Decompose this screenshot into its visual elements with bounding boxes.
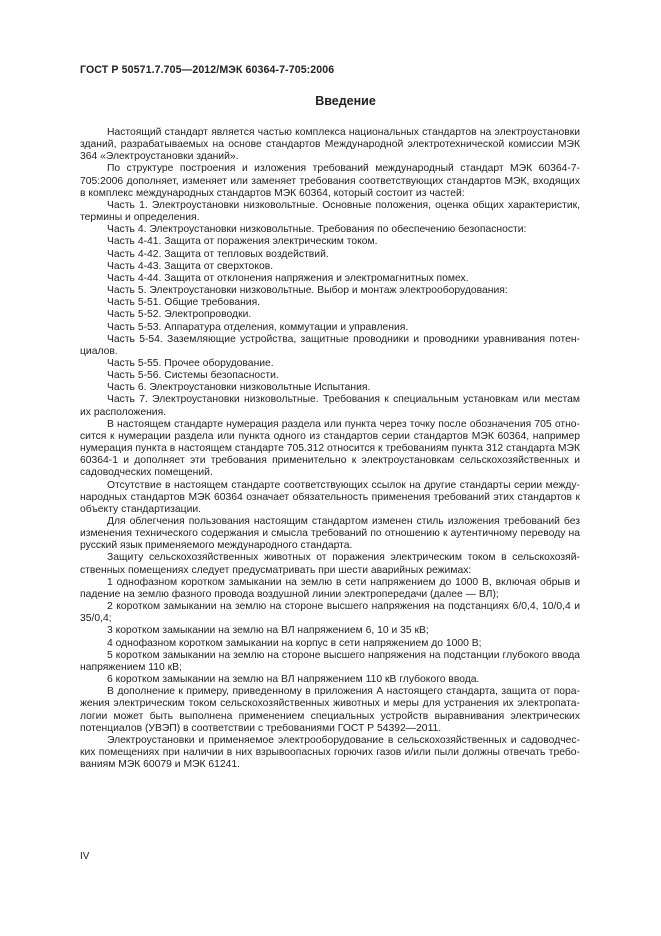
paragraph: 5 коротком замыкании на землю на стороне высшего напряжения на подстанции глубокого ввода напряжением 110 кВ; bbox=[80, 649, 580, 673]
paragraph: Электроустановки и применяемое электрооборудование в сельскохозяйственных и садоводчес-ких помещениях при наличии в них взрывоопасных горючих газов и/или пыли должны отвечать требо-ваниям МЭК 60079 и МЭК 61241. bbox=[80, 734, 580, 771]
paragraph: 6 коротком замыкании на землю на ВЛ напряжением 110 кВ глубокого ввода. bbox=[107, 674, 480, 686]
body-text bbox=[80, 127, 580, 771]
paragraph: Часть 4. Электроустановки низковольтные. Требования по обеспечению безопасности: bbox=[107, 224, 527, 236]
paragraph: Часть 5-55. Прочее оборудование. bbox=[107, 357, 274, 369]
paragraph: Часть 5-52. Электропроводки. bbox=[107, 309, 252, 321]
paragraph: Часть 5-53. Аппаратура отделения, коммутации и управления. bbox=[107, 321, 409, 333]
paragraph: Отсутствие в настоящем стандарте соответствующих ссылок на другие стандарты серии между-народных стандартов МЭК 60364 означает обязательность применения требований этих стандартов к объекту стандартизации. bbox=[80, 479, 580, 515]
paragraph: Часть 5. Электроустановки низковольтные. Выбор и монтаж электрооборудования: bbox=[107, 285, 508, 297]
paragraph: Часть 1. Электроустановки низковольтные. Основные положения, оценка общих характеристик, термины и определения. bbox=[80, 199, 580, 224]
section-title: Введение bbox=[315, 94, 376, 108]
paragraph: Часть 4-42. Защита от тепловых воздействий. bbox=[107, 248, 329, 260]
paragraph: В настоящем стандарте нумерация раздела или пункта через точку после обозначения 705 отно-сится к нумерации раздела или пункта одного из стандартов серии стандартов МЭК 60364, например нумерация пункта в настоящем стандарте 705.312 относится к требованиям пункта 312 стандарта МЭК 60364-1 и дополняет эти требования применительно к электроустановкам сельскохозяйственных и садоводческих помещений. bbox=[80, 418, 580, 479]
paragraph: 4 однофазном коротком замыкании на корпус в сети напряжением до 1000 В; bbox=[107, 637, 482, 649]
paragraph: Часть 4-43. Защита от сверхтоков. bbox=[107, 260, 274, 272]
paragraph: По структуре построения и изложения требований международный стандарт МЭК 60364-7-705:2006 дополняет, изменяет или заменяет требования соответствующих стандартов МЭК, входящих в комплекс международных стандартов МЭК 60364, который состоит из частей: bbox=[80, 163, 580, 199]
paragraph: Часть 4-44. Защита от отклонения напряжения и электромагнитных помех. bbox=[107, 272, 469, 284]
paragraph: В дополнение к примеру, приведенному в приложения А настоящего стандарта, защита от пора-жения электрическим током сельскохозяйственных животных и меры для устранения их электропата-логии может быть выполнена применением специальных устройств выравнивания электрических потенциалов (УВЭП) в соответствии с требованиями ГОСТ Р 54392—2011. bbox=[80, 686, 580, 734]
paragraph: Часть 5-56. Системы безопасности. bbox=[107, 370, 279, 382]
paragraph: Часть 6. Электроустановки низковольтные Испытания. bbox=[107, 382, 371, 394]
paragraph: Настоящий стандарт является частью комплекса национальных стандартов на электроустановки зданий, разрабатываемых на основе стандартов Международной электротехнической комиссии МЭК 364 «Электроустановки зданий». bbox=[80, 127, 580, 163]
paragraph: 1 однофазном коротком замыкании на землю в сети напряжением до 1000 В, включая обрыв и падение на землю фазного провода воздушной линии электропередачи (далее — ВЛ); bbox=[80, 576, 580, 600]
paragraph: Для облегчения пользования настоящим стандартом изменен стиль изложения требований без изменения технического содержания и смысла требований по отношению к аутентичному переводу на русский язык применяемого международного стандарта. bbox=[80, 516, 580, 552]
paragraph: Часть 5-54. Заземляющие устройства, защитные проводники и проводники уравнивания потен-циалов. bbox=[80, 333, 580, 357]
paragraph: Часть 4-41. Защита от поражения электрическим током. bbox=[107, 236, 378, 248]
paragraph: Часть 7. Электроустановки низковольтные. Требования к специальным установкам или местам их расположения. bbox=[80, 394, 580, 418]
paragraph: Часть 5-51. Общие требования. bbox=[107, 297, 261, 309]
paragraph: Защиту сельскохозяйственных животных от поражения электрическим током в сельскохозяй-ственных помещениях следует предусматривать при шести аварийных режимах: bbox=[80, 552, 580, 576]
paragraph: 2 коротком замыкании на землю на стороне высшего напряжения на подстанциях 6/0,4, 10/0,4 и 35/0,4; bbox=[80, 601, 580, 625]
page-number: IV bbox=[80, 851, 90, 862]
document-header: ГОСТ Р 50571.7.705—2012/МЭК 60364-7-705:2006 bbox=[80, 64, 335, 76]
paragraph: 3 коротком замыкании на землю на ВЛ напряжением 6, 10 и 35 кВ; bbox=[107, 625, 429, 637]
